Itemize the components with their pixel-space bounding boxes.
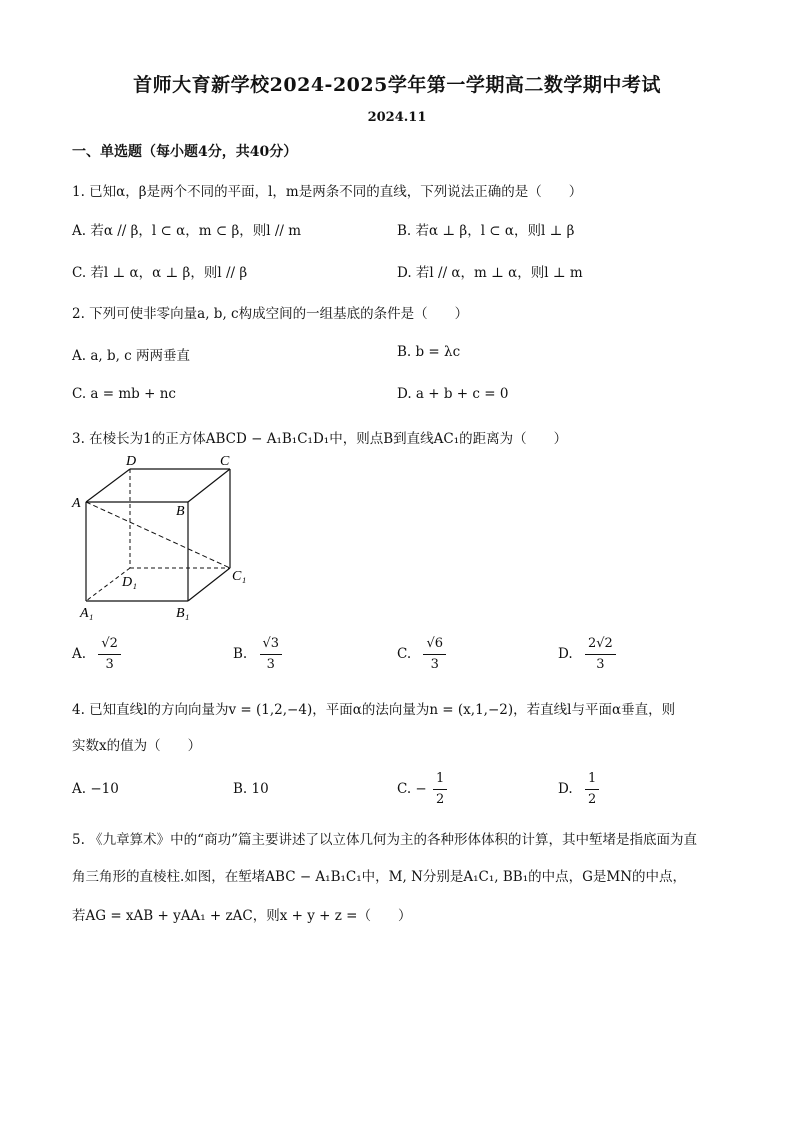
q4-option-a: A. −10 xyxy=(72,781,119,797)
q1-option-b: B. 若α ⊥ β，l ⊂ α，则l ⊥ β xyxy=(397,223,575,239)
q2-option-b: B. b = λc xyxy=(397,344,461,360)
q2-stem: 2. 下列可使非零向量a, b, c构成空间的一组基底的条件是（ ） xyxy=(72,306,469,322)
q1-option-c: C. 若l ⊥ α，α ⊥ β，则l // β xyxy=(72,265,248,281)
q5-stem-line2: 角三角形的直棱柱.如图，在堑堵ABC − A₁B₁C₁中，M, N分别是A₁C₁, BB₁的中点，G是MN的中点， xyxy=(72,869,687,885)
q4-option-c: C. − $\frac{1}{2}$ xyxy=(397,769,447,810)
q2-option-a: A. a, b, c 两两垂直 xyxy=(72,348,191,364)
vertex-label-b: B xyxy=(176,504,185,519)
q1-stem: 1. 已知α，β是两个不同的平面，l，m是两条不同的直线，下列说法正确的是（ ） xyxy=(72,184,583,200)
vertex-label-c1: C₁ xyxy=(232,569,247,584)
q2-option-c: C. a = mb + nc xyxy=(72,386,176,402)
vertex-label-c: C xyxy=(220,455,230,469)
q5-stem-line3: 若AG = xAB + yAA₁ + zAC，则x + y + z =（ ） xyxy=(72,908,412,924)
q3-option-c: C. $\frac{√6}{3}$ xyxy=(397,634,446,675)
q4-option-d: D. $\frac{1}{2}$ xyxy=(558,769,599,810)
q3-option-a: A. $\frac{√2}{3}$ xyxy=(72,634,121,675)
vertex-label-a: A xyxy=(72,496,81,511)
q5-stem-line1: 5. 《九章算术》中的“商功”篇主要讲述了以立体几何为主的各种形体体积的计算，其中堑堵是指底面为直 xyxy=(72,832,697,848)
q2-option-d: D. a + b + c = 0 xyxy=(397,386,509,402)
vertex-label-b1: B₁ xyxy=(176,606,190,621)
exam-date: 2024.11 xyxy=(367,110,427,125)
vertex-label-a1: A₁ xyxy=(80,606,94,621)
q4-stem-line2: 实数x的值为（ ） xyxy=(72,738,202,754)
q1-option-a: A. 若α // β，l ⊂ α，m ⊂ β，则l // m xyxy=(72,223,302,239)
vertex-label-d1: D₁ xyxy=(122,575,137,590)
q3-option-b: B. $\frac{√3}{3}$ xyxy=(233,634,282,675)
section-heading: 一、单选题（每小题4分，共40分） xyxy=(72,144,298,160)
q4-option-b: B. 10 xyxy=(233,781,269,797)
vertex-label-d: D xyxy=(126,455,137,469)
q3-stem: 3. 在棱长为1的正方体ABCD − A₁B₁C₁D₁中，则点B到直线AC₁的距离为（ ） xyxy=(72,431,568,447)
q1-option-d: D. 若l // α，m ⊥ α，则l ⊥ m xyxy=(397,265,583,281)
q3-option-d: D. $\frac{2√2}{3}$ xyxy=(558,634,616,675)
exam-title: 首师大育新学校2024-2025学年第一学期高二数学期中考试 xyxy=(133,74,661,96)
cube-diagram xyxy=(70,455,260,625)
q4-stem-line1: 4. 已知直线l的方向向量为v = (1,2,−4)，平面α的法向量为n = (x,1,−2)，若直线l与平面α垂直，则 xyxy=(72,702,676,718)
